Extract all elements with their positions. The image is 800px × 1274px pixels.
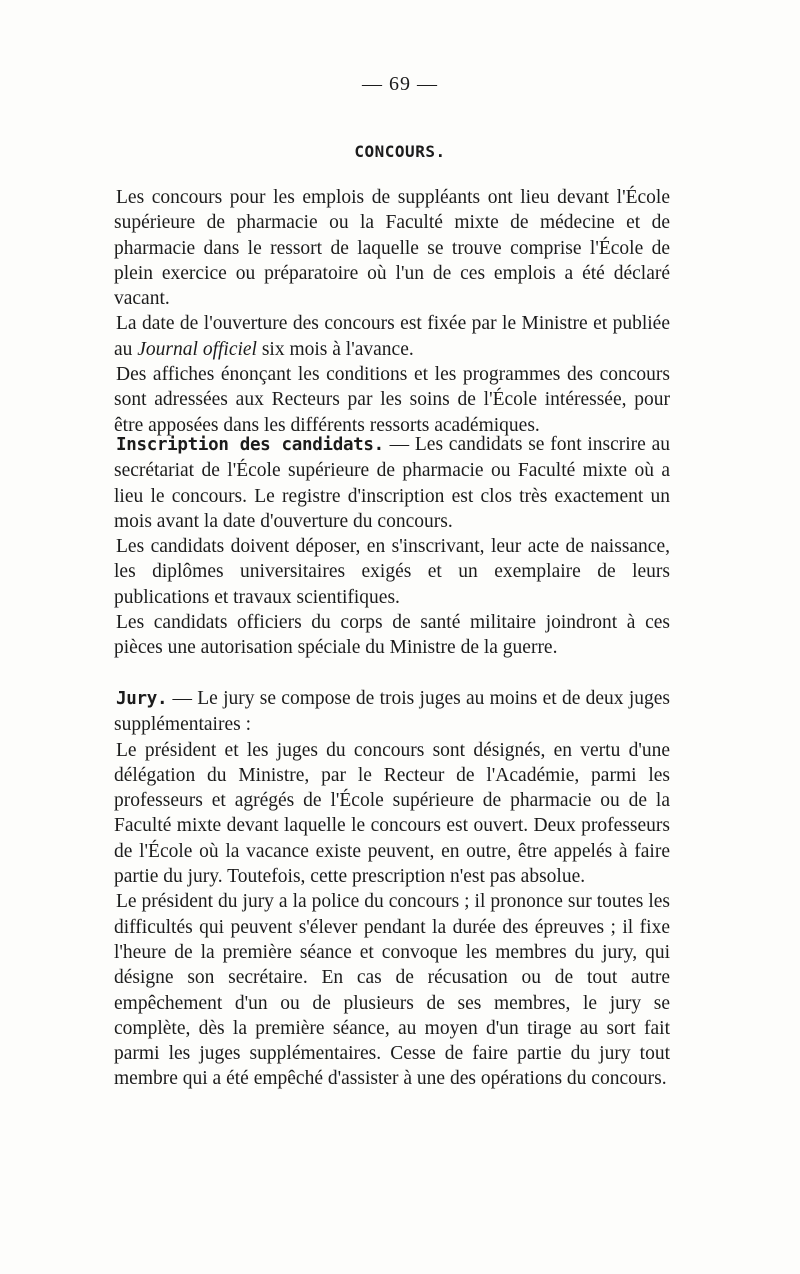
intro-paragraph-3: Des affiches énonçant les conditions et les programmes des concours sont adressées aux Recteurs par les soins de l'École intéressée, pour être apposées dans les différents ressorts académiques. [114,364,670,436]
inscription-heading: Inscription des candidats. [116,435,384,455]
intro-paragraph-2 [114,311,670,362]
intro-paragraph-2-end: six mois à l'avance. [256,338,414,360]
journal-officiel-italic: Journal officiel [137,338,257,360]
intro-paragraph-1: Les concours pour les emplois de suppléants ont lieu devant l'École supérieure de pharmacie ou la Faculté mixte de médecine et de pharmacie dans le ressort de laquelle se trouve comprise l'École de plein exercice ou préparatoire où l'un de ces emplois a été déclaré vacant. [114,187,670,310]
page-number: — 69 — [362,73,438,95]
section-title: CONCOURS. [354,142,446,161]
jury-paragraph-1 [114,686,670,738]
inscription-section [114,432,670,661]
inscription-paragraph-1 [114,432,670,534]
intro-paragraph-2-start: La date de l'ouverture des concours est fixée par le Ministre et publiée au [114,313,670,360]
inscription-paragraph-2: Les candidats doivent déposer, en s'inscrivant, leur acte de naissance, les diplômes universitaires exigés et un exemplaire de leurs publications et travaux scientifiques. [114,536,670,608]
jury-heading: Jury. [116,689,168,709]
intro-section [114,185,670,438]
inscription-paragraph-1-text: — Les candidats se font inscrire au secrétariat de l'École supérieure de pharmacie ou Faculté mixte où a lieu le concours. Le registre d'inscription est clos très exactement un mois avant la date d'ouverture du concours. [114,434,670,532]
jury-paragraph-2: Le président et les juges du concours sont désignés, en vertu d'une délégation du Ministre, par le Recteur de l'Académie, parmi les professeurs et agrégés de l'École supérieure de pharmacie ou de la Faculté mixte devant laquelle le concours est ouvert. Deux professeurs de l'École où la vacance existe peuvent, en outre, être appelés à faire partie du jury. Toutefois, cette prescription n'est pas absolue. [114,739,670,888]
jury-paragraph-1-text: — Le jury se compose de trois juges au moins et de deux juges supplémentaires : [114,688,670,736]
jury-section [114,686,670,1092]
inscription-paragraph-3: Les candidats officiers du corps de santé militaire joindront à ces pièces une autorisation spéciale du Ministre de la guerre. [114,612,670,659]
jury-paragraph-3: Le président du jury a la police du concours ; il prononce sur toutes les difficultés qui peuvent s'élever pendant la durée des épreuves ; il fixe l'heure de la première séance et convoque les membres du jury, qui désigne son secrétaire. En cas de récusation ou de tout autre empêchement d'un ou de plusieurs de ses membres, le jury se complète, dès la première séance, au moyen d'un tirage au sort fait parmi les juges supplémentaires. Cesse de faire partie du jury tout membre qui a été empêché d'assister à une des opérations du concours. [114,891,670,1090]
